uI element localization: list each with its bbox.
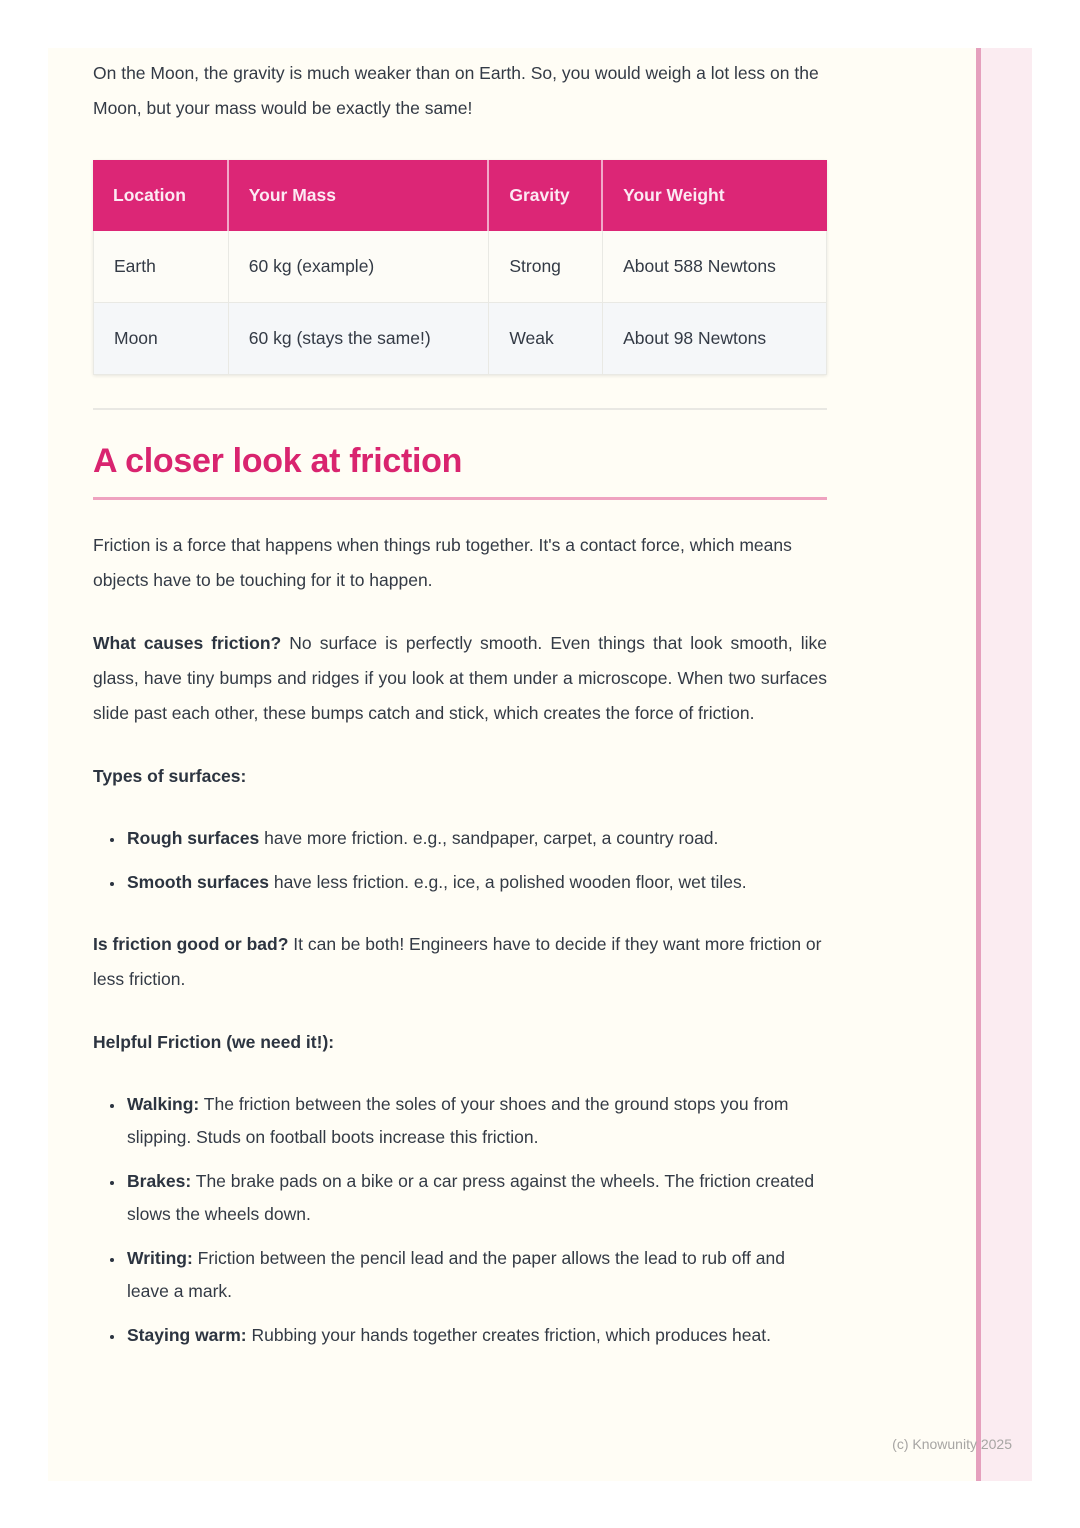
list-item-rough-surfaces: • Rough surfaces have more friction. e.g., sandpaper, carpet, a country road. [125, 822, 827, 855]
table-header-mass: Your Mass [229, 160, 490, 231]
document-page [48, 48, 1032, 1481]
table-cell: About 588 Newtons [603, 231, 827, 303]
table-header-gravity: Gravity [489, 160, 603, 231]
causes-paragraph [93, 626, 827, 731]
helpful-friction-list [93, 1088, 827, 1352]
table-cell: About 98 Newtons [603, 303, 827, 375]
causes-body: No surface is perfectly smooth. Even things that look smooth, like glass, have tiny bumps and ridges if you look at them under a microscope. When two surfaces slide past each other, these bumps catch and stick, which creates the force of friction. [93, 633, 828, 723]
good-or-bad-body: It can be both! Engineers have to decide if they want more friction or less friction. [93, 934, 822, 989]
copyright-watermark: (c) Knowunity 2025 [892, 1436, 1012, 1452]
causes-lead: What causes friction? [93, 633, 282, 653]
content-area [48, 48, 976, 1481]
list-item-walking: • Walking: The friction between the soles of your shoes and the ground stops you from slipping. Studs on football boots increase this friction. [125, 1088, 827, 1154]
list-item-smooth-surfaces: • Smooth surfaces have less friction. e.g., ice, a polished wooden floor, wet tiles. [125, 866, 827, 899]
good-or-bad-lead: Is friction good or bad? [93, 934, 289, 954]
table-header-location: Location [93, 160, 229, 231]
friction-intro-paragraph: Friction is a force that happens when things rub together. It's a contact force, which means objects have to be touching for it to happen. [93, 535, 792, 590]
title-underline [93, 497, 827, 500]
list-item-writing: • Writing: Friction between the pencil lead and the paper allows the lead to rub off and leave a mark. [125, 1242, 827, 1308]
table-header-row [93, 160, 827, 231]
table-cell: Weak [489, 303, 603, 375]
list-item-brakes: • Brakes: The brake pads on a bike or a car press against the wheels. The friction created slows the wheels down. [125, 1165, 827, 1231]
section-title: A closer look at friction [93, 442, 463, 480]
table-row-moon [93, 303, 827, 375]
table-header-weight: Your Weight [603, 160, 827, 231]
table-row-earth [93, 231, 827, 303]
table-cell: Moon [93, 303, 229, 375]
gravity-comparison-table [93, 160, 827, 375]
page-edge-strip [976, 48, 1032, 1481]
intro-paragraph: On the Moon, the gravity is much weaker than on Earth. So, you would weigh a lot less on the Moon, but your mass would be exactly the same! [93, 63, 819, 118]
surfaces-heading: Types of surfaces: [93, 766, 247, 786]
section-divider [93, 408, 827, 410]
surface-types-list [93, 822, 827, 899]
list-item-staying-warm: • Staying warm: Rubbing your hands together creates friction, which produces heat. [125, 1319, 827, 1352]
table-cell: Strong [489, 231, 603, 303]
helpful-friction-heading: Helpful Friction (we need it!): [93, 1032, 335, 1052]
good-or-bad-paragraph [93, 927, 827, 997]
table-cell: Earth [93, 231, 229, 303]
table-cell: 60 kg (example) [229, 231, 490, 303]
table-cell: 60 kg (stays the same!) [229, 303, 490, 375]
